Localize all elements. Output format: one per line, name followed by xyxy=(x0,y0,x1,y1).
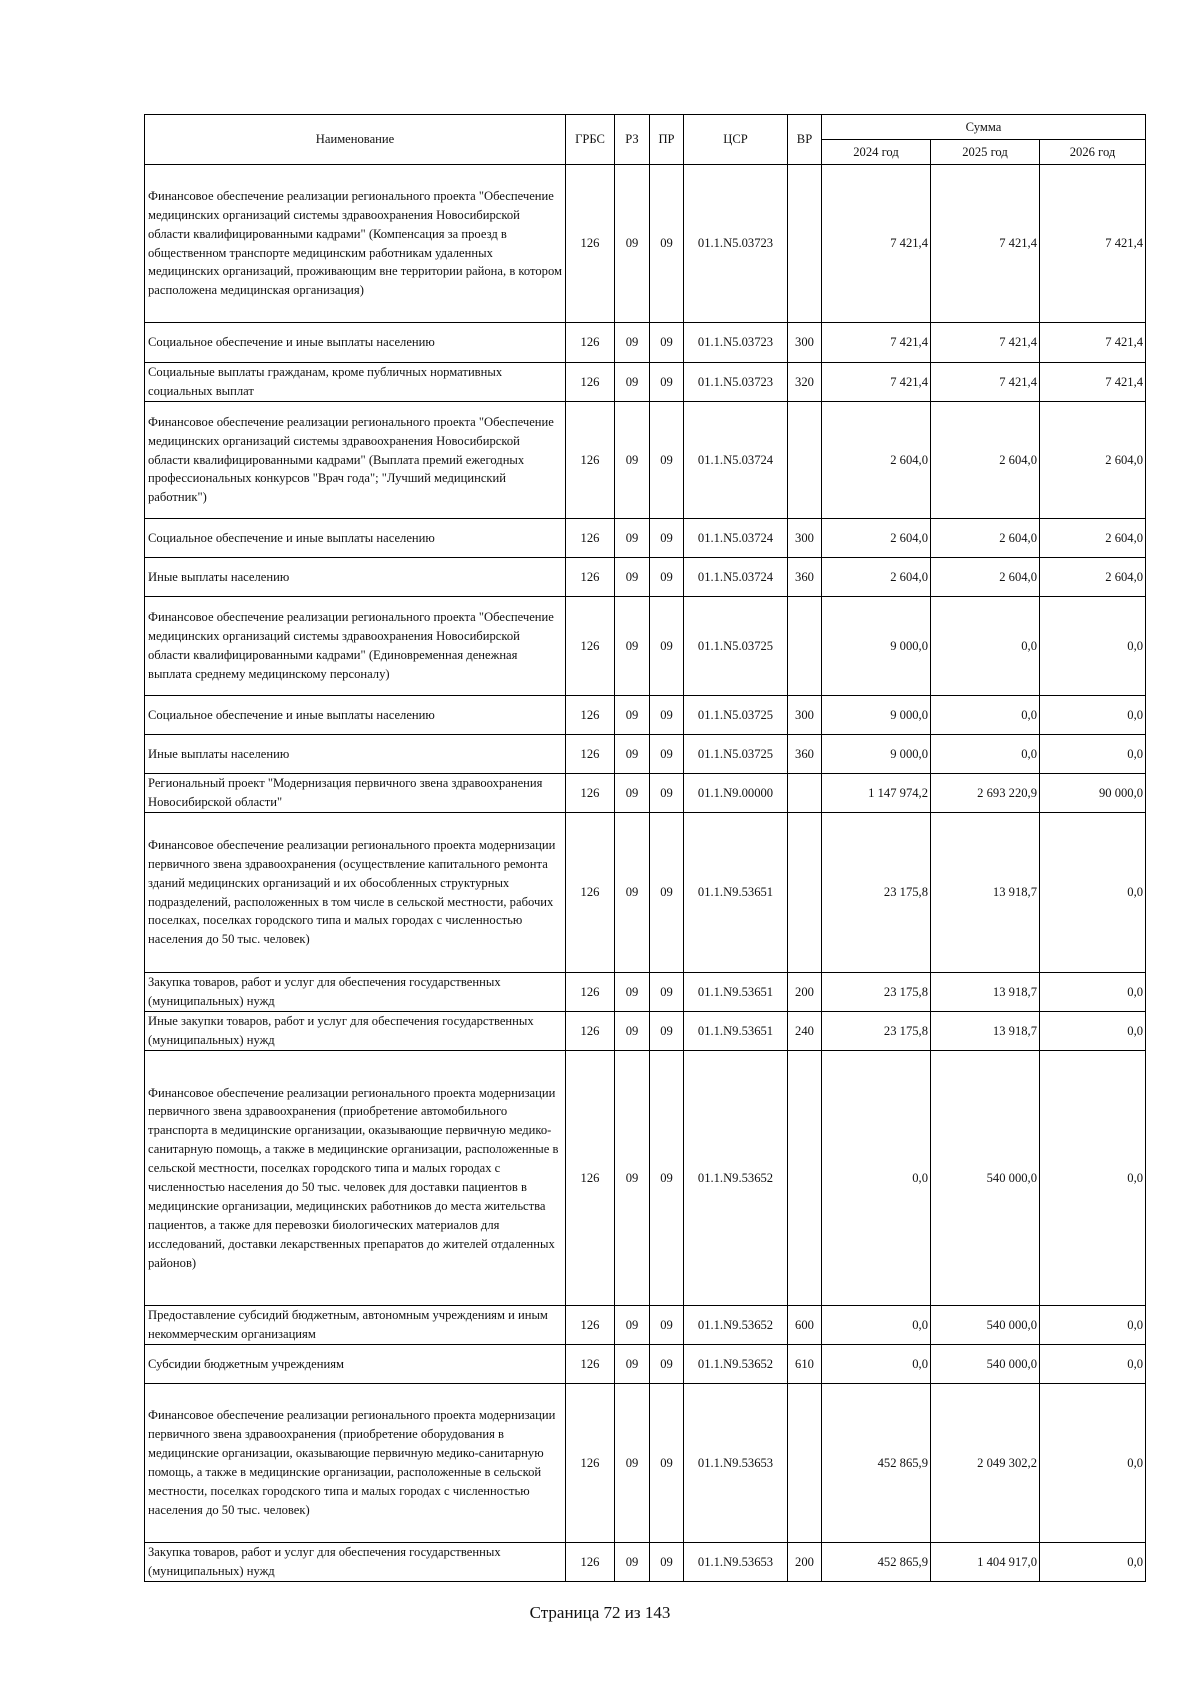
row-grbs: 126 xyxy=(566,1345,615,1384)
row-name: Иные выплаты населению xyxy=(145,558,566,597)
row-csr: 01.1.N5.03723 xyxy=(684,165,788,323)
row-amount-2026: 0,0 xyxy=(1040,1384,1146,1543)
row-pr: 09 xyxy=(650,813,684,973)
row-grbs: 126 xyxy=(566,1384,615,1543)
row-name: Финансовое обеспечение реализации регионального проекта модернизации первичного звена здравоохранения (осуществление капитального ремонта зданий медицинских организаций и их обособленных структурных подразделений, расположенных в том числе в сельской местности, рабочих поселках, поселках городского типа и малых городах с численностью населения до 50 тыс. человек) xyxy=(145,813,566,973)
row-name: Субсидии бюджетным учреждениям xyxy=(145,1345,566,1384)
header-grbs: ГРБС xyxy=(566,115,615,165)
table-row xyxy=(145,1051,1146,1306)
row-vr: 300 xyxy=(788,323,822,363)
row-csr: 01.1.N9.53651 xyxy=(684,813,788,973)
row-vr xyxy=(788,597,822,696)
row-amount-2026: 7 421,4 xyxy=(1040,165,1146,323)
row-grbs: 126 xyxy=(566,735,615,774)
row-rz: 09 xyxy=(615,402,650,519)
table-row xyxy=(145,696,1146,735)
row-amount-2024: 452 865,9 xyxy=(822,1384,931,1543)
row-rz: 09 xyxy=(615,973,650,1012)
table-row xyxy=(145,1306,1146,1345)
row-amount-2025: 540 000,0 xyxy=(931,1306,1040,1345)
row-amount-2024: 9 000,0 xyxy=(822,696,931,735)
row-name: Финансовое обеспечение реализации регионального проекта "Обеспечение медицинских организаций системы здравоохранения Новосибирской области квалифицированными кадрами" (Выплата премий ежегодных профессиональных конкурсов "Врач года"; "Лучший медицинский работник") xyxy=(145,402,566,519)
row-amount-2025: 7 421,4 xyxy=(931,323,1040,363)
header-pr: ПР xyxy=(650,115,684,165)
header-2024: 2024 год xyxy=(822,140,931,165)
header-name: Наименование xyxy=(145,115,566,165)
row-vr xyxy=(788,774,822,813)
row-rz: 09 xyxy=(615,363,650,402)
row-grbs: 126 xyxy=(566,813,615,973)
page-number: Страница 72 из 143 xyxy=(529,1603,671,1622)
row-name: Иные выплаты населению xyxy=(145,735,566,774)
row-amount-2026: 0,0 xyxy=(1040,973,1146,1012)
row-amount-2026: 0,0 xyxy=(1040,813,1146,973)
row-grbs: 126 xyxy=(566,774,615,813)
row-csr: 01.1.N9.53653 xyxy=(684,1384,788,1543)
row-grbs: 126 xyxy=(566,1543,615,1582)
row-rz: 09 xyxy=(615,774,650,813)
row-vr xyxy=(788,402,822,519)
header-2025: 2025 год xyxy=(931,140,1040,165)
table-row xyxy=(145,363,1146,402)
row-amount-2024: 2 604,0 xyxy=(822,558,931,597)
row-pr: 09 xyxy=(650,1012,684,1051)
row-rz: 09 xyxy=(615,597,650,696)
row-amount-2026: 0,0 xyxy=(1040,1012,1146,1051)
table-row xyxy=(145,165,1146,323)
row-csr: 01.1.N9.53653 xyxy=(684,1543,788,1582)
row-csr: 01.1.N5.03724 xyxy=(684,519,788,558)
row-amount-2026: 2 604,0 xyxy=(1040,519,1146,558)
row-amount-2026: 7 421,4 xyxy=(1040,363,1146,402)
row-name: Закупка товаров, работ и услуг для обеспечения государственных (муниципальных) нужд xyxy=(145,1543,566,1582)
row-pr: 09 xyxy=(650,735,684,774)
row-amount-2026: 2 604,0 xyxy=(1040,402,1146,519)
row-vr: 360 xyxy=(788,558,822,597)
row-pr: 09 xyxy=(650,696,684,735)
row-amount-2025: 0,0 xyxy=(931,735,1040,774)
row-amount-2026: 2 604,0 xyxy=(1040,558,1146,597)
row-name: Социальное обеспечение и иные выплаты населению xyxy=(145,519,566,558)
row-name: Социальное обеспечение и иные выплаты населению xyxy=(145,323,566,363)
row-pr: 09 xyxy=(650,558,684,597)
row-rz: 09 xyxy=(615,1012,650,1051)
row-amount-2024: 23 175,8 xyxy=(822,813,931,973)
header-rz: РЗ xyxy=(615,115,650,165)
row-amount-2025: 0,0 xyxy=(931,696,1040,735)
row-vr: 200 xyxy=(788,1543,822,1582)
row-amount-2024: 1 147 974,2 xyxy=(822,774,931,813)
row-amount-2024: 0,0 xyxy=(822,1306,931,1345)
table-row xyxy=(145,402,1146,519)
row-name: Финансовое обеспечение реализации регионального проекта "Обеспечение медицинских организаций системы здравоохранения Новосибирской области квалифицированными кадрами" (Единовременная денежная выплата среднему медицинскому персоналу) xyxy=(145,597,566,696)
table-row xyxy=(145,1384,1146,1543)
table-row xyxy=(145,1345,1146,1384)
row-pr: 09 xyxy=(650,519,684,558)
row-rz: 09 xyxy=(615,1051,650,1306)
row-amount-2026: 0,0 xyxy=(1040,1051,1146,1306)
row-vr: 360 xyxy=(788,735,822,774)
header-vr: ВР xyxy=(788,115,822,165)
header-csr: ЦСР xyxy=(684,115,788,165)
row-amount-2025: 540 000,0 xyxy=(931,1345,1040,1384)
row-csr: 01.1.N9.53651 xyxy=(684,1012,788,1051)
row-csr: 01.1.N9.53651 xyxy=(684,973,788,1012)
row-csr: 01.1.N5.03725 xyxy=(684,597,788,696)
table-row xyxy=(145,558,1146,597)
row-grbs: 126 xyxy=(566,696,615,735)
row-vr: 300 xyxy=(788,519,822,558)
row-pr: 09 xyxy=(650,1543,684,1582)
table-row xyxy=(145,1012,1146,1051)
row-amount-2024: 7 421,4 xyxy=(822,323,931,363)
row-grbs: 126 xyxy=(566,558,615,597)
header-sum: Сумма xyxy=(822,115,1146,140)
row-amount-2024: 9 000,0 xyxy=(822,735,931,774)
row-pr: 09 xyxy=(650,774,684,813)
row-amount-2026: 0,0 xyxy=(1040,1306,1146,1345)
row-grbs: 126 xyxy=(566,402,615,519)
row-rz: 09 xyxy=(615,1345,650,1384)
row-name: Финансовое обеспечение реализации регионального проекта модернизации первичного звена здравоохранения (приобретение оборудования в медицинские организации, оказывающие первичную медико-санитарную помощь, а также в медицинские организации, расположенные в сельской местности, поселках городского типа и малых городах с численностью населения до 50 тыс. человек) xyxy=(145,1384,566,1543)
row-pr: 09 xyxy=(650,973,684,1012)
row-grbs: 126 xyxy=(566,1051,615,1306)
row-vr: 320 xyxy=(788,363,822,402)
row-amount-2026: 0,0 xyxy=(1040,696,1146,735)
row-amount-2025: 2 604,0 xyxy=(931,519,1040,558)
row-name: Закупка товаров, работ и услуг для обеспечения государственных (муниципальных) нужд xyxy=(145,973,566,1012)
row-rz: 09 xyxy=(615,558,650,597)
row-grbs: 126 xyxy=(566,1306,615,1345)
row-vr: 200 xyxy=(788,973,822,1012)
table-row xyxy=(145,813,1146,973)
row-pr: 09 xyxy=(650,1306,684,1345)
row-rz: 09 xyxy=(615,696,650,735)
row-amount-2024: 7 421,4 xyxy=(822,165,931,323)
row-grbs: 126 xyxy=(566,323,615,363)
row-pr: 09 xyxy=(650,1345,684,1384)
row-rz: 09 xyxy=(615,1543,650,1582)
table-row xyxy=(145,1543,1146,1582)
row-pr: 09 xyxy=(650,165,684,323)
header-2026: 2026 год xyxy=(1040,140,1146,165)
row-rz: 09 xyxy=(615,1306,650,1345)
row-amount-2025: 2 604,0 xyxy=(931,402,1040,519)
table-row xyxy=(145,774,1146,813)
row-amount-2024: 452 865,9 xyxy=(822,1543,931,1582)
row-amount-2025: 13 918,7 xyxy=(931,813,1040,973)
row-amount-2026: 0,0 xyxy=(1040,1543,1146,1582)
row-vr xyxy=(788,1384,822,1543)
table-header xyxy=(145,115,1146,165)
row-csr: 01.1.N5.03725 xyxy=(684,735,788,774)
row-csr: 01.1.N9.00000 xyxy=(684,774,788,813)
row-csr: 01.1.N9.53652 xyxy=(684,1345,788,1384)
table-row xyxy=(145,973,1146,1012)
row-amount-2026: 0,0 xyxy=(1040,597,1146,696)
row-name: Финансовое обеспечение реализации регионального проекта модернизации первичного звена здравоохранения (приобретение автомобильного транспорта в медицинские организации, оказывающие первичную медико-санитарную помощь, а также в медицинские организации, расположенные в сельской местности, поселках городского типа и малых городах с численностью населения до 50 тыс. человек для доставки пациентов в медицинские организации, медицинских работников до места жительства пациентов, а также для перевозки биологических материалов для исследований, доставки лекарственных препаратов до жителей отдаленных районов) xyxy=(145,1051,566,1306)
row-grbs: 126 xyxy=(566,973,615,1012)
table-row xyxy=(145,597,1146,696)
header-row-1 xyxy=(145,115,1146,140)
table-body xyxy=(145,165,1146,1582)
row-name: Иные закупки товаров, работ и услуг для обеспечения государственных (муниципальных) нужд xyxy=(145,1012,566,1051)
row-vr: 240 xyxy=(788,1012,822,1051)
row-vr xyxy=(788,813,822,973)
row-grbs: 126 xyxy=(566,363,615,402)
row-rz: 09 xyxy=(615,165,650,323)
row-name: Предоставление субсидий бюджетным, автономным учреждениям и иным некоммерческим организациям xyxy=(145,1306,566,1345)
row-rz: 09 xyxy=(615,813,650,973)
row-vr xyxy=(788,165,822,323)
row-amount-2024: 23 175,8 xyxy=(822,1012,931,1051)
row-amount-2025: 540 000,0 xyxy=(931,1051,1040,1306)
row-name: Региональный проект "Модернизация первичного звена здравоохранения Новосибирской области" xyxy=(145,774,566,813)
row-amount-2024: 9 000,0 xyxy=(822,597,931,696)
row-grbs: 126 xyxy=(566,519,615,558)
row-amount-2024: 7 421,4 xyxy=(822,363,931,402)
row-csr: 01.1.N5.03723 xyxy=(684,363,788,402)
row-name: Финансовое обеспечение реализации регионального проекта "Обеспечение медицинских организаций системы здравоохранения Новосибирской области квалифицированными кадрами" (Компенсация за проезд в общественном транспорте медицинским работникам удаленных медицинских организаций, проживающим вне территории района, в котором расположена медицинская организация) xyxy=(145,165,566,323)
row-name: Социальное обеспечение и иные выплаты населению xyxy=(145,696,566,735)
table-row xyxy=(145,735,1146,774)
row-amount-2025: 2 693 220,9 xyxy=(931,774,1040,813)
row-csr: 01.1.N9.53652 xyxy=(684,1306,788,1345)
row-csr: 01.1.N5.03724 xyxy=(684,558,788,597)
row-rz: 09 xyxy=(615,323,650,363)
row-amount-2024: 23 175,8 xyxy=(822,973,931,1012)
row-pr: 09 xyxy=(650,597,684,696)
row-amount-2025: 1 404 917,0 xyxy=(931,1543,1040,1582)
row-amount-2026: 7 421,4 xyxy=(1040,323,1146,363)
row-pr: 09 xyxy=(650,402,684,519)
row-amount-2024: 0,0 xyxy=(822,1051,931,1306)
row-amount-2025: 13 918,7 xyxy=(931,973,1040,1012)
row-rz: 09 xyxy=(615,1384,650,1543)
row-rz: 09 xyxy=(615,735,650,774)
row-vr: 610 xyxy=(788,1345,822,1384)
row-csr: 01.1.N5.03725 xyxy=(684,696,788,735)
row-pr: 09 xyxy=(650,363,684,402)
row-amount-2025: 2 604,0 xyxy=(931,558,1040,597)
row-amount-2025: 13 918,7 xyxy=(931,1012,1040,1051)
row-amount-2024: 0,0 xyxy=(822,1345,931,1384)
row-pr: 09 xyxy=(650,323,684,363)
row-amount-2026: 90 000,0 xyxy=(1040,774,1146,813)
row-grbs: 126 xyxy=(566,1012,615,1051)
row-amount-2024: 2 604,0 xyxy=(822,519,931,558)
row-amount-2025: 0,0 xyxy=(931,597,1040,696)
row-pr: 09 xyxy=(650,1384,684,1543)
row-amount-2026: 0,0 xyxy=(1040,1345,1146,1384)
row-csr: 01.1.N9.53652 xyxy=(684,1051,788,1306)
row-rz: 09 xyxy=(615,519,650,558)
table-row xyxy=(145,519,1146,558)
row-grbs: 126 xyxy=(566,597,615,696)
row-vr: 300 xyxy=(788,696,822,735)
row-grbs: 126 xyxy=(566,165,615,323)
row-name: Социальные выплаты гражданам, кроме публичных нормативных социальных выплат xyxy=(145,363,566,402)
table-row xyxy=(145,323,1146,363)
row-amount-2025: 2 049 302,2 xyxy=(931,1384,1040,1543)
row-vr xyxy=(788,1051,822,1306)
row-amount-2025: 7 421,4 xyxy=(931,363,1040,402)
row-amount-2024: 2 604,0 xyxy=(822,402,931,519)
row-pr: 09 xyxy=(650,1051,684,1306)
row-amount-2025: 7 421,4 xyxy=(931,165,1040,323)
row-csr: 01.1.N5.03723 xyxy=(684,323,788,363)
row-vr: 600 xyxy=(788,1306,822,1345)
budget-table xyxy=(144,114,1146,1582)
row-amount-2026: 0,0 xyxy=(1040,735,1146,774)
row-csr: 01.1.N5.03724 xyxy=(684,402,788,519)
